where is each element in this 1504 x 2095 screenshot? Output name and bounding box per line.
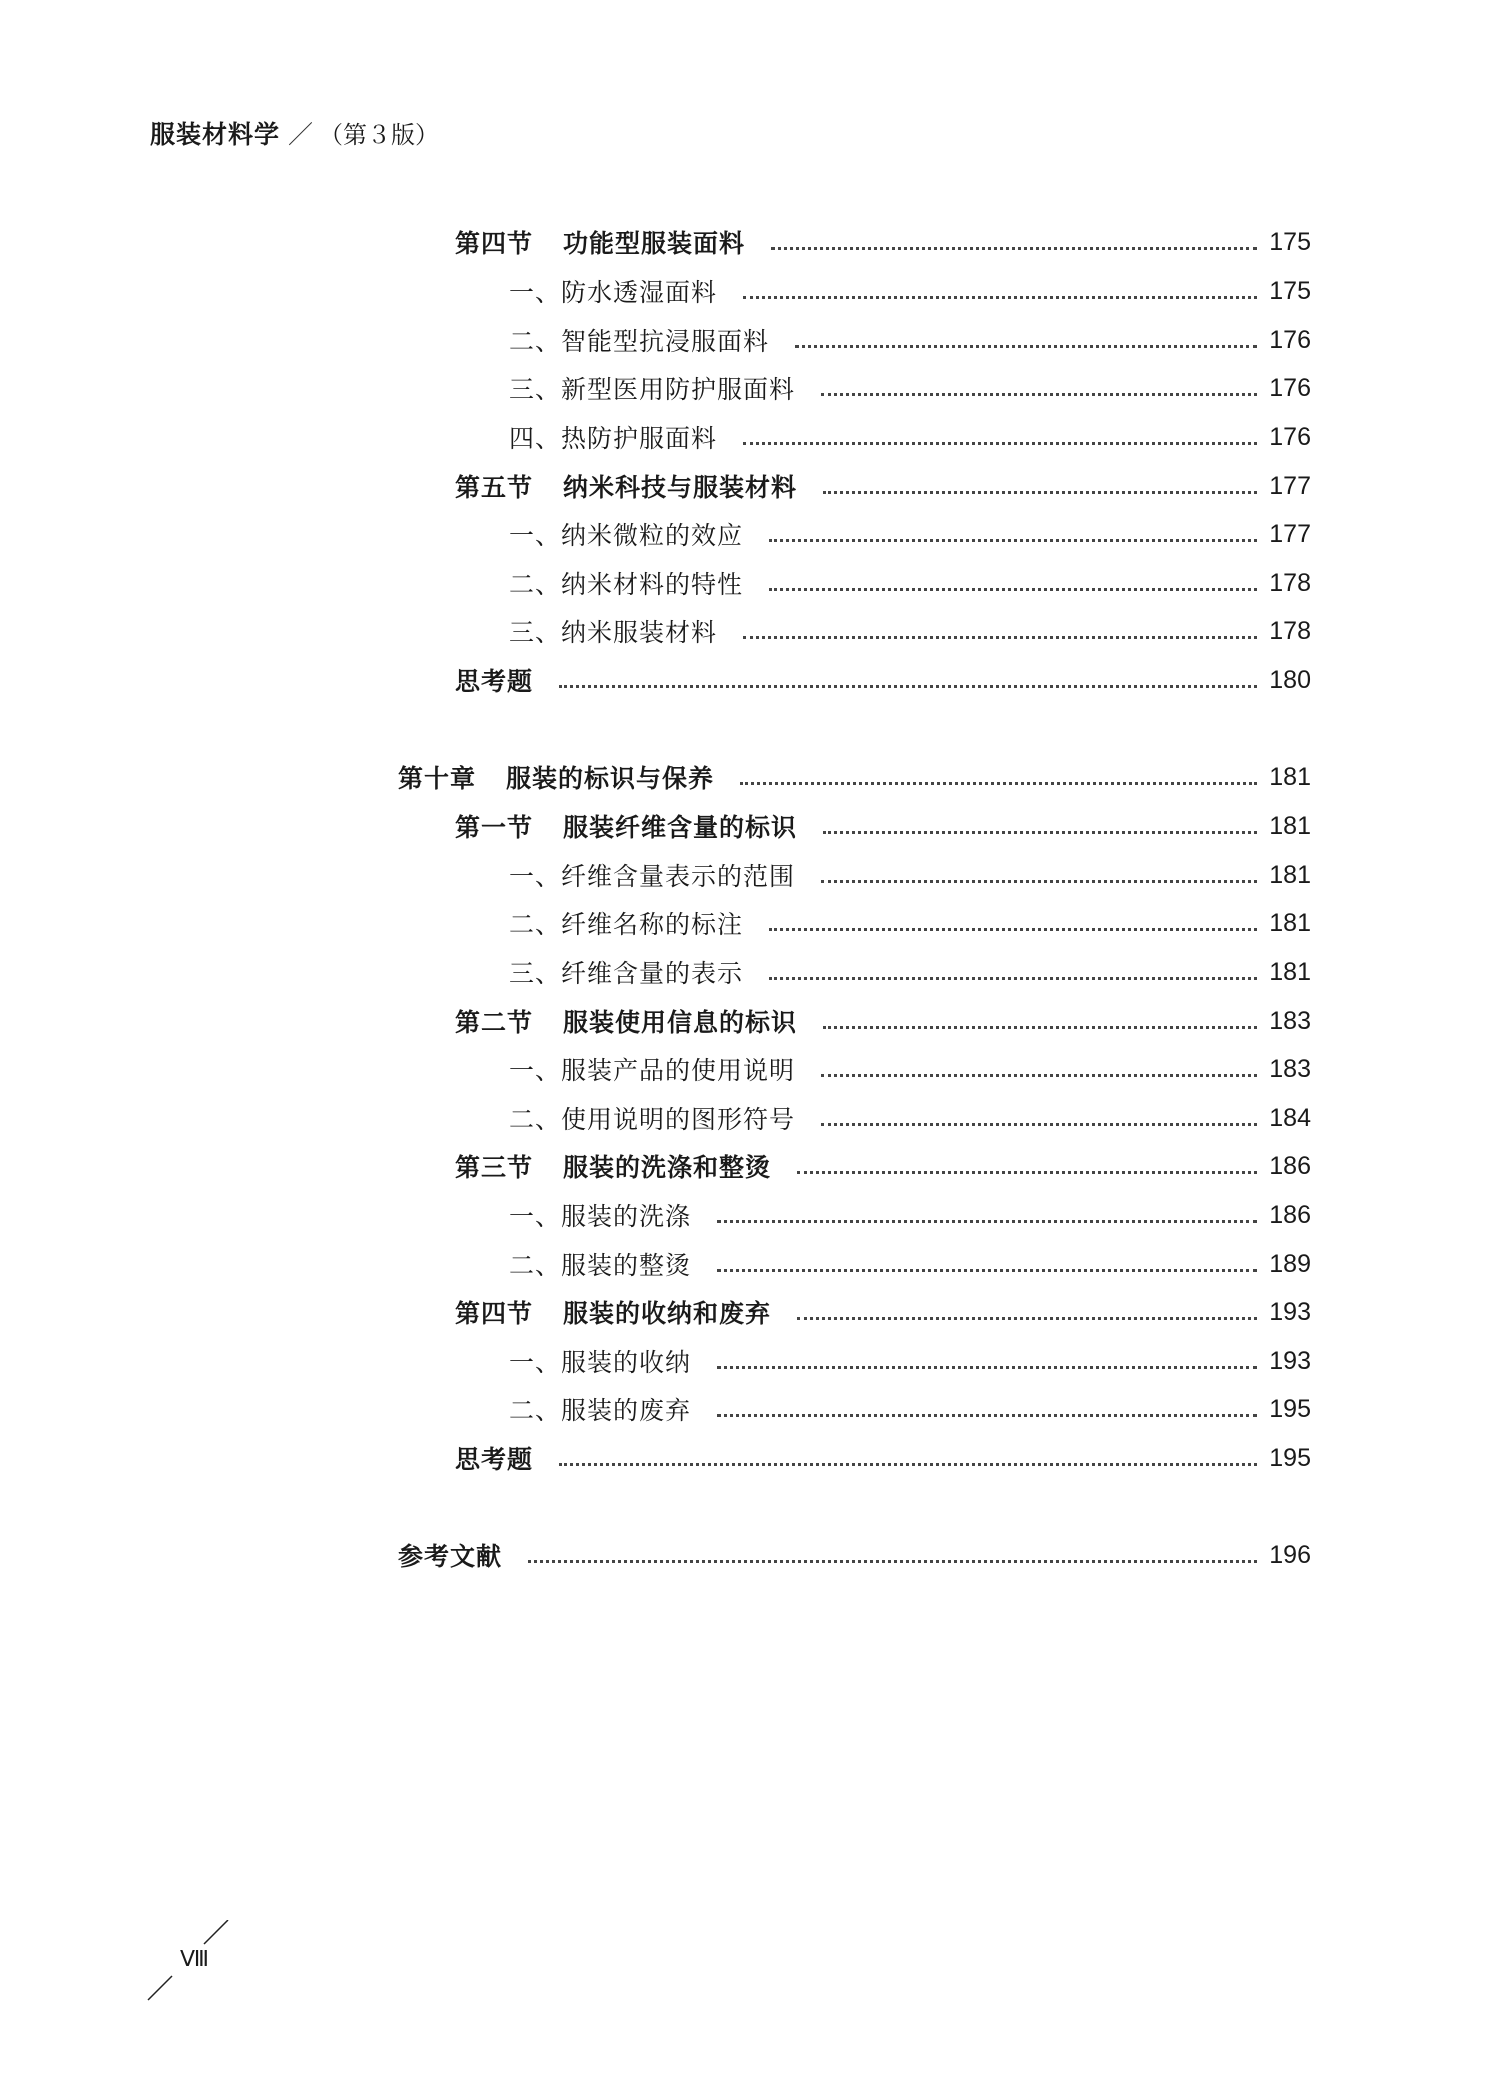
toc-page-number: 181 (1269, 908, 1311, 937)
dot-leader (717, 1220, 1257, 1223)
dot-leader (717, 1269, 1257, 1272)
toc-page-number: 178 (1269, 616, 1311, 645)
toc-page-number: 195 (1269, 1394, 1311, 1423)
toc-entry-title: 一、服装的收纳 (509, 1348, 692, 1377)
toc-page-number: 189 (1269, 1249, 1311, 1278)
toc-subsection-row[interactable] (509, 855, 1311, 895)
toc-entry-title: 一、纤维含量表示的范围 (509, 862, 796, 891)
toc-subsection-row[interactable] (509, 903, 1311, 943)
toc-entry-title (455, 468, 797, 504)
toc-entry-title (455, 808, 797, 844)
toc-page-number: 180 (1269, 665, 1311, 694)
toc-section-number: 第二节 (455, 1008, 534, 1037)
toc-entry-title: 二、服装的废弃 (509, 1396, 692, 1425)
toc-entry-title (455, 224, 745, 260)
toc-entry-title: 一、纳米微粒的效应 (509, 521, 744, 550)
toc-page-number: 175 (1269, 276, 1311, 305)
toc-subsection-row[interactable] (509, 1098, 1311, 1138)
toc-subsection-row[interactable] (509, 271, 1311, 311)
toc-page-number: 183 (1269, 1054, 1311, 1083)
dot-leader (743, 442, 1257, 445)
dot-leader (821, 880, 1257, 883)
toc-page-number: 195 (1269, 1443, 1311, 1472)
toc-page-number: 184 (1269, 1103, 1311, 1132)
toc-page-number: 193 (1269, 1346, 1311, 1375)
toc-subsection-row[interactable] (509, 320, 1311, 360)
toc-section-title: 服装纤维含量的标识 (563, 813, 798, 842)
toc-section-number: 第四节 (455, 1299, 534, 1328)
dot-leader (743, 636, 1257, 639)
dot-leader (771, 247, 1257, 250)
toc-subsection-row[interactable] (509, 611, 1311, 651)
toc-section-title: 服装使用信息的标识 (563, 1008, 798, 1037)
toc-page-number: 177 (1269, 471, 1311, 500)
toc-section-row[interactable] (455, 1001, 1311, 1041)
toc-chapter-number: 第十章 (398, 764, 477, 793)
toc-entry-title (455, 1294, 771, 1330)
toc-subsection-row[interactable] (509, 514, 1311, 554)
toc-entry-title: 三、新型医用防护服面料 (509, 375, 796, 404)
toc-questions-row[interactable] (455, 660, 1311, 700)
toc-section-number: 第四节 (455, 229, 534, 258)
toc-page-number: 177 (1269, 519, 1311, 548)
toc-entry-title: 一、防水透湿面料 (509, 278, 718, 307)
page-folio (142, 1920, 242, 2010)
toc-subsection-row[interactable] (509, 1341, 1311, 1381)
toc-section-row[interactable] (455, 1146, 1311, 1186)
header-slash: ／ (288, 120, 314, 149)
dot-leader (795, 345, 1257, 348)
toc-entry-title: 二、纤维名称的标注 (509, 910, 744, 939)
page-number: Ⅷ (180, 1946, 208, 1971)
dot-leader (821, 393, 1257, 396)
toc-entry-title: 一、服装的洗涤 (509, 1202, 692, 1231)
toc-entry-title (398, 759, 714, 795)
toc-subsection-row[interactable] (509, 1244, 1311, 1284)
toc-subsection-row[interactable] (509, 1389, 1311, 1429)
toc-page-number: 196 (1269, 1540, 1311, 1569)
dot-leader (743, 296, 1257, 299)
dot-leader (797, 1317, 1257, 1320)
dot-leader (821, 1074, 1257, 1077)
toc-section-title: 服装的洗涤和整烫 (563, 1153, 772, 1182)
dot-leader (740, 782, 1257, 785)
dot-leader (717, 1366, 1257, 1369)
toc-page-number: 176 (1269, 325, 1311, 354)
toc-subsection-row[interactable] (509, 417, 1311, 457)
toc-entry-title: 思考题 (455, 1445, 534, 1474)
dot-leader (821, 1123, 1257, 1126)
dot-leader (559, 1463, 1257, 1466)
dot-leader (769, 588, 1257, 591)
toc-entry-title: 二、纳米材料的特性 (509, 570, 744, 599)
dot-leader (528, 1560, 1257, 1563)
toc-page-number: 186 (1269, 1200, 1311, 1229)
toc-entry-title (455, 1148, 771, 1184)
dot-leader (769, 977, 1257, 980)
dot-leader (797, 1171, 1257, 1174)
toc-references-row[interactable] (398, 1535, 1311, 1575)
toc-entry-title: 思考题 (455, 667, 534, 696)
toc-entry-title: 二、使用说明的图形符号 (509, 1105, 796, 1134)
toc-entry-title: 二、服装的整烫 (509, 1251, 692, 1280)
toc-section-number: 第五节 (455, 473, 534, 502)
toc-page-number: 181 (1269, 860, 1311, 889)
toc-entry-title (455, 1003, 797, 1039)
toc-page-number: 176 (1269, 422, 1311, 451)
toc-entry-title: 参考文献 (398, 1542, 503, 1571)
toc-section-number: 第三节 (455, 1153, 534, 1182)
toc-section-title: 服装的收纳和废弃 (563, 1299, 772, 1328)
toc-subsection-row[interactable] (509, 952, 1311, 992)
toc-subsection-row[interactable] (509, 563, 1311, 603)
toc-page-number: 181 (1269, 957, 1311, 986)
toc-page-number: 178 (1269, 568, 1311, 597)
toc-page-number: 183 (1269, 1006, 1311, 1035)
toc-section-title: 功能型服装面料 (563, 229, 746, 258)
dot-leader (717, 1414, 1257, 1417)
toc-section-row[interactable] (455, 1292, 1311, 1332)
toc-page-number: 193 (1269, 1297, 1311, 1326)
toc-page-number: 186 (1269, 1151, 1311, 1180)
toc-section-row[interactable] (455, 222, 1311, 262)
dot-leader (769, 539, 1257, 542)
toc-page-number: 176 (1269, 373, 1311, 402)
book-title: 服装材料学 (150, 120, 281, 149)
toc-section-row[interactable] (455, 806, 1311, 846)
toc-page-number: 181 (1269, 762, 1311, 791)
toc-entry-title: 三、纤维含量的表示 (509, 959, 744, 988)
dot-leader (823, 831, 1257, 834)
toc-entry-title: 二、智能型抗浸服面料 (509, 327, 770, 356)
toc-page-number: 181 (1269, 811, 1311, 840)
toc-chapter-title: 服装的标识与保养 (506, 764, 715, 793)
toc-chapter-row[interactable] (398, 757, 1311, 797)
toc-subsection-row[interactable] (509, 1195, 1311, 1235)
dot-leader (823, 1026, 1257, 1029)
dot-leader (769, 928, 1257, 931)
toc-page-number: 175 (1269, 227, 1311, 256)
dot-leader (559, 685, 1257, 688)
toc-entry-title: 四、热防护服面料 (509, 424, 718, 453)
toc-subsection-row[interactable] (509, 1049, 1311, 1089)
edition-label: （第３版） (319, 121, 440, 149)
toc-entry-title: 一、服装产品的使用说明 (509, 1056, 796, 1085)
toc-section-title: 纳米科技与服装材料 (563, 473, 798, 502)
toc-subsection-row[interactable] (509, 368, 1311, 408)
dot-leader (823, 491, 1257, 494)
toc-questions-row[interactable] (455, 1438, 1311, 1478)
toc-entry-title: 三、纳米服装材料 (509, 618, 718, 647)
toc-section-row[interactable] (455, 466, 1311, 506)
toc-section-number: 第一节 (455, 813, 534, 842)
